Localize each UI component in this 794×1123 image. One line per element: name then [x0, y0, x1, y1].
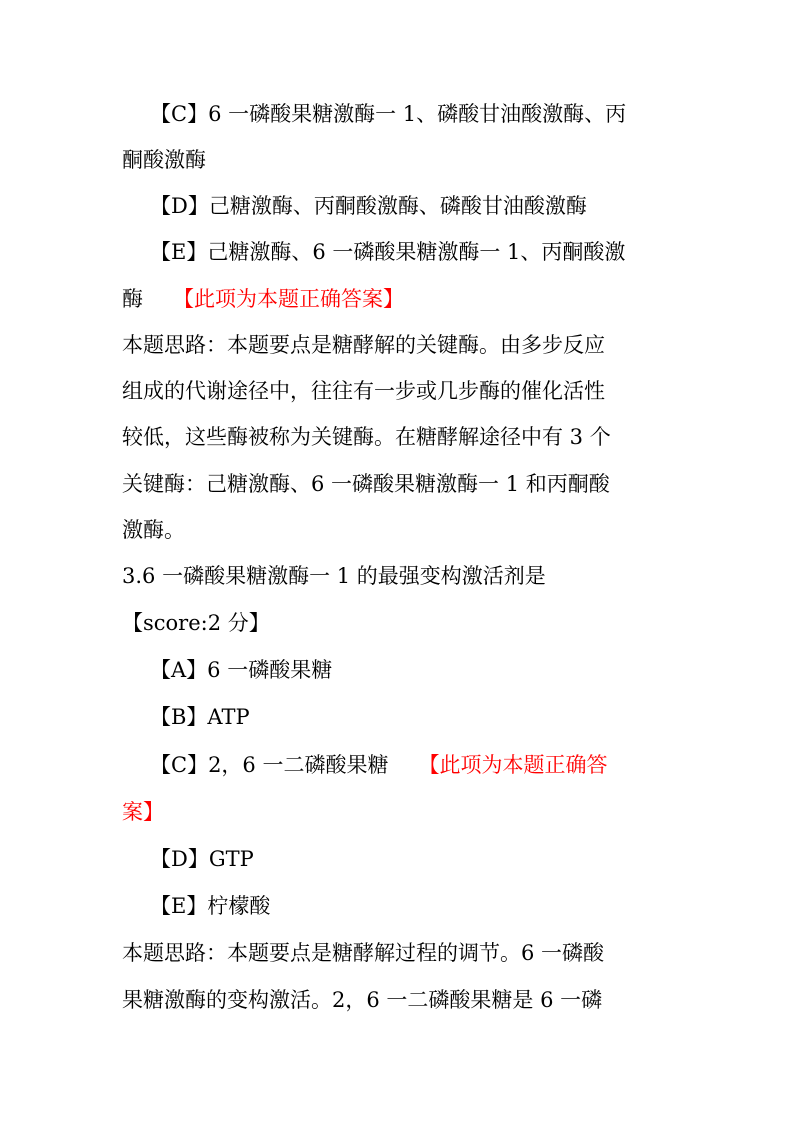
q2-option-e-line1: 【E】己糖激酶、6 一磷酸果糖激酶一 1、丙酮酸激 — [150, 240, 626, 264]
q3-option-c — [150, 742, 690, 788]
q3-score: 【score:2 分】 — [122, 611, 270, 635]
q2-explanation-line5: 激酶。 — [122, 518, 185, 542]
q3-option-b: 【B】ATP — [150, 705, 250, 729]
q3-question: 3.6 一磷酸果糖激酶一 1 的最强变构激活剂是 — [122, 564, 546, 588]
q3-correct-answer-mark: 【此项为本题正确答 — [418, 753, 608, 777]
q3-option-e: 【E】柠檬酸 — [150, 894, 271, 918]
q2-option-e-text: 酶 — [122, 287, 143, 311]
q2-explanation-line1: 本题思路：本题要点是糖酵解的关键酶。由多步反应 — [122, 333, 605, 357]
q2-explanation-line3: 较低，这些酶被称为关键酶。在糖酵解途径中有 3 个 — [122, 425, 611, 449]
q3-explanation-line2: 果糖激酶的变构激活。2，6 一二磷酸果糖是 6 一磷 — [122, 988, 603, 1012]
q2-option-c-line1: 【C】6 一磷酸果糖激酶一 1、磷酸甘油酸激酶、丙 — [150, 102, 627, 126]
q3-correct-answer-mark-cont: 案】 — [122, 800, 164, 824]
q3-option-c-text: 【C】2，6 一二磷酸果糖 — [150, 753, 389, 777]
q2-option-d: 【D】己糖激酶、丙酮酸激酶、磷酸甘油酸激酶 — [150, 194, 587, 218]
q2-explanation-line2: 组成的代谢途径中，往往有一步或几步酶的催化活性 — [122, 379, 605, 403]
q3-option-a: 【A】6 一磷酸果糖 — [150, 658, 333, 682]
q2-option-e-line2 — [122, 276, 682, 322]
q2-correct-answer-mark: 【此项为本题正确答案】 — [173, 287, 404, 311]
q3-explanation-line1: 本题思路：本题要点是糖酵解过程的调节。6 一磷酸 — [122, 941, 605, 965]
q3-option-d: 【D】GTP — [150, 847, 254, 871]
q2-option-c-line2: 酮酸激酶 — [122, 148, 206, 172]
q2-explanation-line4: 关键酶：己糖激酶、6 一磷酸果糖激酶一 1 和丙酮酸 — [122, 472, 610, 496]
